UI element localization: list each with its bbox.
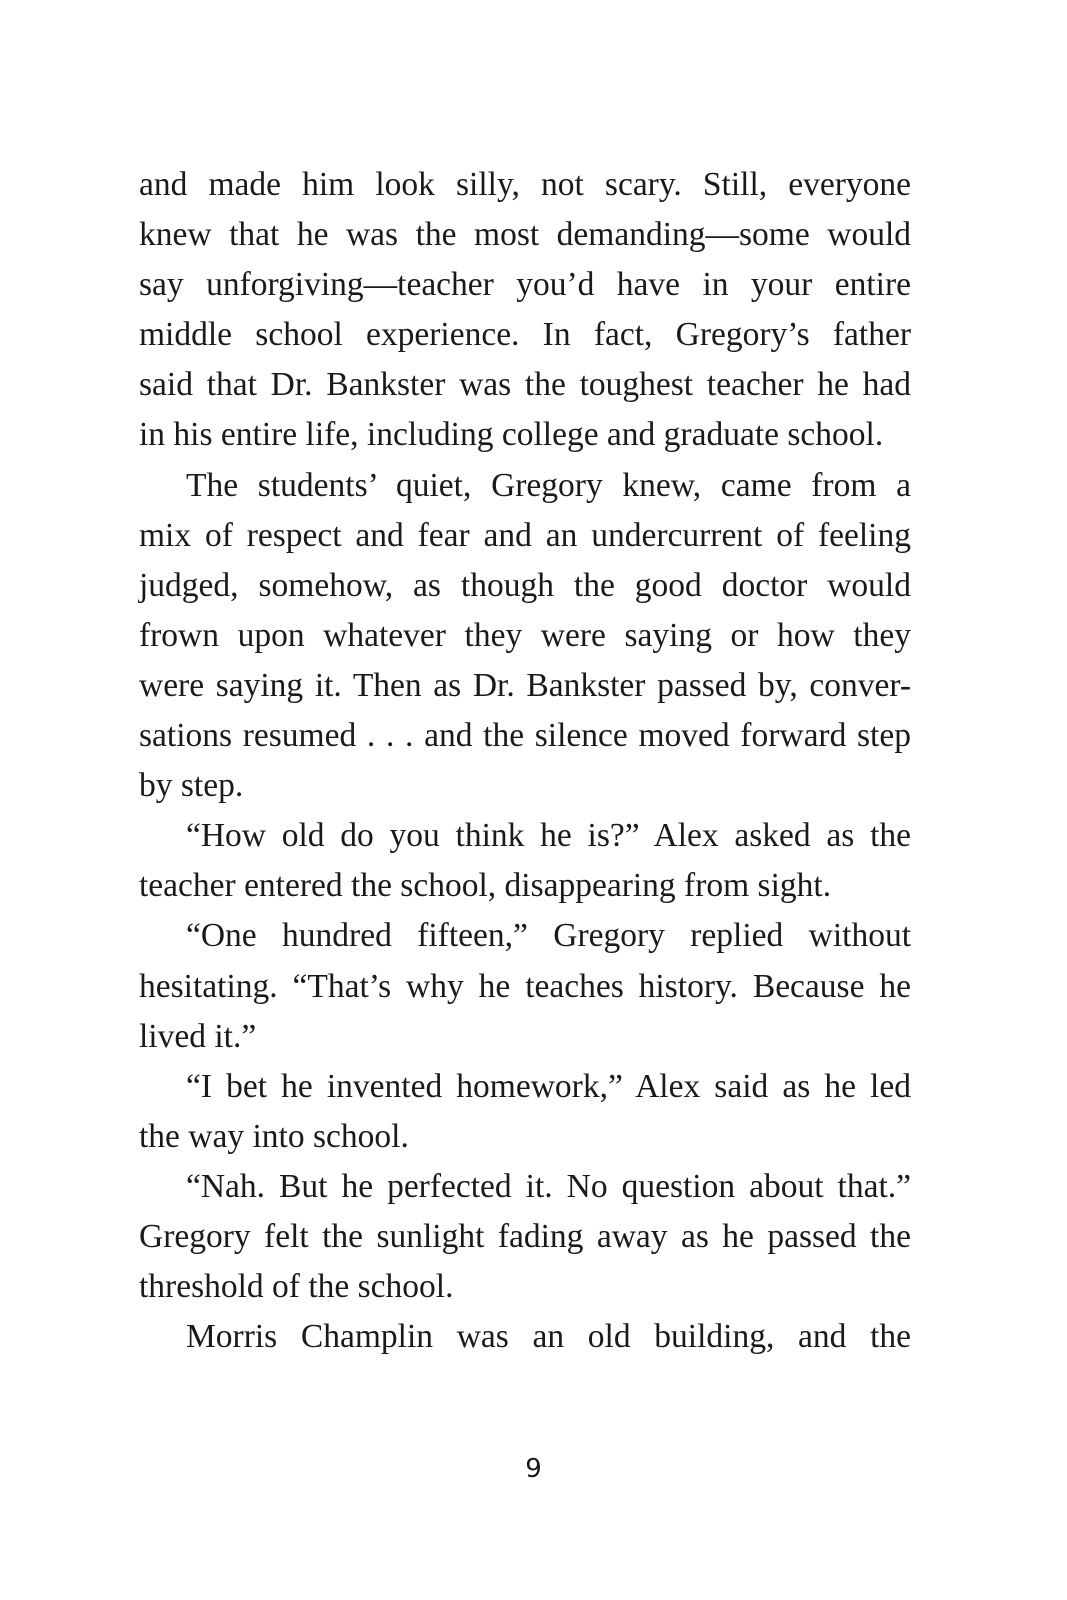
text-line: “How old do you think he is?” Alex asked as the xyxy=(186,817,911,855)
text-line: knew that he was the most demanding—some would xyxy=(139,216,911,254)
text-line: Gregory felt the sunlight fading away as he passed the xyxy=(139,1217,911,1255)
page-number: 9 xyxy=(525,1454,542,1484)
text-line: sations resumed . . . and the silence moved forward step xyxy=(139,717,911,755)
text-line: judged, somehow, as though the good doctor would xyxy=(139,566,911,604)
text-line: were saying it. Then as Dr. Bankster passed by, conver- xyxy=(139,666,911,704)
text-line: The students’ quiet, Gregory knew, came from a xyxy=(186,466,911,504)
text-line: teacher entered the school, disappearing from sight. xyxy=(139,867,832,905)
text-line: “I bet he invented homework,” Alex said as he led xyxy=(186,1067,911,1105)
text-line: middle school experience. In fact, Gregory’s father xyxy=(139,316,911,354)
text-line: in his entire life, including college and graduate school. xyxy=(139,416,884,454)
text-line: said that Dr. Bankster was the toughest teacher he had xyxy=(139,366,911,404)
body-text xyxy=(139,160,911,1362)
text-line: “One hundred fifteen,” Gregory replied without xyxy=(186,917,911,955)
text-line: by step. xyxy=(139,767,244,805)
text-line: frown upon whatever they were saying or how they xyxy=(139,616,911,654)
text-line: the way into school. xyxy=(139,1117,409,1155)
text-line: lived it.” xyxy=(139,1017,257,1055)
text-line: say unforgiving—teacher you’d have in your entire xyxy=(139,266,911,304)
text-line: Morris Champlin was an old building, and the xyxy=(186,1318,911,1356)
text-line: mix of respect and fear and an undercurrent of feeling xyxy=(139,516,911,554)
text-line: threshold of the school. xyxy=(139,1268,454,1306)
text-line: hesitating. “That’s why he teaches history. Because he xyxy=(139,967,911,1005)
text-line: “Nah. But he perfected it. No question about that.” xyxy=(186,1167,911,1205)
text-line: and made him look silly, not scary. Still, everyone xyxy=(139,166,911,203)
